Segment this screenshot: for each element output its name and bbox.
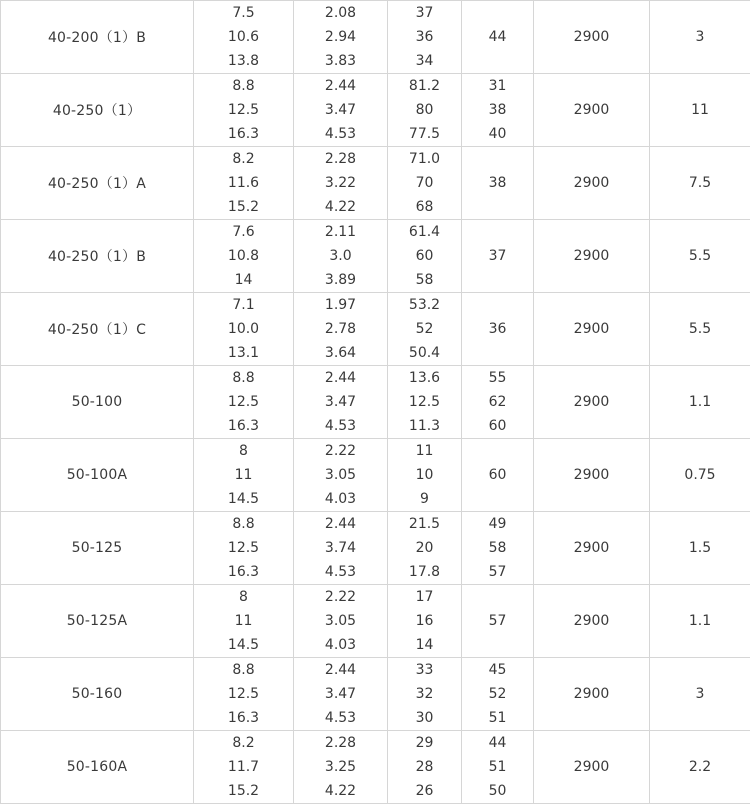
flow_l-value: 3.05 <box>324 613 357 629</box>
head-cell <box>388 1 462 74</box>
eff-cell <box>462 1 534 74</box>
head-value: 11 <box>415 443 434 459</box>
eff-value: 55 <box>488 370 507 386</box>
table-row <box>1 731 750 804</box>
speed-cell: 2900 <box>534 585 650 658</box>
power-cell: 3 <box>650 658 750 731</box>
eff-value <box>462 1 533 25</box>
power-cell: 2.2 <box>650 731 750 804</box>
flow-value: 14 <box>234 272 253 288</box>
head-value: 58 <box>415 272 434 288</box>
flow_l-value: 1.97 <box>324 297 357 313</box>
speed-cell: 2900 <box>534 512 650 585</box>
flow_l-value: 4.53 <box>324 126 357 142</box>
flow_l-value: 2.94 <box>324 29 357 45</box>
speed-cell: 2900 <box>534 658 650 731</box>
head-value: 80 <box>415 102 434 118</box>
flow-value: 11.6 <box>227 175 260 191</box>
flow-value: 10.8 <box>227 248 260 264</box>
flow_l-value: 3.05 <box>324 467 357 483</box>
head-value: 77.5 <box>408 126 441 142</box>
eff-value <box>462 195 533 219</box>
flow-value: 8.8 <box>232 370 255 386</box>
eff-value <box>462 633 533 657</box>
flow-value: 11.7 <box>227 759 260 775</box>
flow-cell <box>194 1 294 74</box>
head-value: 14 <box>415 637 434 653</box>
flow-value: 10.0 <box>227 321 260 337</box>
eff-value: 60 <box>488 467 507 483</box>
head-value: 13.6 <box>408 370 441 386</box>
flow-cell <box>194 731 294 804</box>
power-cell: 7.5 <box>650 147 750 220</box>
eff-cell <box>462 585 534 658</box>
flow-value: 8.8 <box>232 662 255 678</box>
flow_l-value: 3.22 <box>324 175 357 191</box>
head-value: 26 <box>415 783 434 799</box>
flow_l-value: 3.47 <box>324 394 357 410</box>
eff-value: 51 <box>488 710 507 726</box>
flow_l-value: 4.53 <box>324 418 357 434</box>
head-value: 30 <box>415 710 434 726</box>
power-cell: 3 <box>650 1 750 74</box>
flow_l-value: 3.0 <box>329 248 352 264</box>
model-cell: 50-100 <box>1 366 194 439</box>
table-row <box>1 658 750 731</box>
flow_l-value: 2.08 <box>324 5 357 21</box>
head-value: 21.5 <box>408 516 441 532</box>
head-value: 29 <box>415 735 434 751</box>
flow-value: 8.8 <box>232 78 255 94</box>
flow_l-value: 4.53 <box>324 710 357 726</box>
eff-value: 38 <box>488 175 507 191</box>
power-cell: 5.5 <box>650 293 750 366</box>
head-value: 70 <box>415 175 434 191</box>
model-cell: 50-125A <box>1 585 194 658</box>
flow_l-value: 3.47 <box>324 686 357 702</box>
flow_l-cell <box>294 220 388 293</box>
model-cell: 40-200（1）B <box>1 1 194 74</box>
head-value: 50.4 <box>408 345 441 361</box>
flow-value: 16.3 <box>227 418 260 434</box>
flow-value: 12.5 <box>227 686 260 702</box>
flow_l-value: 2.44 <box>324 516 357 532</box>
flow-value: 16.3 <box>227 710 260 726</box>
model-cell: 50-160 <box>1 658 194 731</box>
flow-value: 7.5 <box>232 5 255 21</box>
speed-cell: 2900 <box>534 293 650 366</box>
flow-value: 16.3 <box>227 564 260 580</box>
eff-value: 31 <box>488 78 507 94</box>
head-value: 34 <box>415 53 434 69</box>
eff-value: 37 <box>488 248 507 264</box>
flow-value: 15.2 <box>227 199 260 215</box>
flow-cell <box>194 658 294 731</box>
flow_l-value: 3.47 <box>324 102 357 118</box>
model-cell: 50-160A <box>1 731 194 804</box>
eff-value: 62 <box>488 394 507 410</box>
flow-value: 8 <box>239 443 248 459</box>
power-cell: 11 <box>650 74 750 147</box>
head-value: 37 <box>415 5 434 21</box>
power-cell: 0.75 <box>650 439 750 512</box>
table-body <box>1 1 750 804</box>
flow-value: 13.8 <box>227 53 260 69</box>
flow_l-value: 3.83 <box>324 53 357 69</box>
flow-cell <box>194 293 294 366</box>
model-cell: 50-100A <box>1 439 194 512</box>
flow_l-cell <box>294 585 388 658</box>
head-value: 61.4 <box>408 224 441 240</box>
flow-value: 8.2 <box>232 735 255 751</box>
table-row <box>1 366 750 439</box>
flow-value: 10.6 <box>227 29 260 45</box>
head-cell <box>388 439 462 512</box>
table-row <box>1 512 750 585</box>
table-row <box>1 439 750 512</box>
flow-value: 15.2 <box>227 783 260 799</box>
head-cell <box>388 512 462 585</box>
table-row <box>1 585 750 658</box>
table-row <box>1 1 750 74</box>
head-value: 33 <box>415 662 434 678</box>
speed-cell: 2900 <box>534 731 650 804</box>
eff-cell <box>462 74 534 147</box>
flow-cell <box>194 512 294 585</box>
eff-value: 58 <box>488 540 507 556</box>
head-value: 10 <box>415 467 434 483</box>
flow-cell <box>194 220 294 293</box>
head-cell <box>388 585 462 658</box>
flow_l-value: 2.11 <box>324 224 357 240</box>
flow_l-value: 4.03 <box>324 637 357 653</box>
eff-value <box>462 341 533 365</box>
flow-value: 7.6 <box>232 224 255 240</box>
flow-cell <box>194 147 294 220</box>
speed-cell: 2900 <box>534 439 650 512</box>
speed-cell: 2900 <box>534 1 650 74</box>
power-cell: 5.5 <box>650 220 750 293</box>
eff-value <box>462 147 533 171</box>
flow-value: 14.5 <box>227 491 260 507</box>
eff-value: 44 <box>488 735 507 751</box>
flow-cell <box>194 439 294 512</box>
model-cell: 40-250（1） <box>1 74 194 147</box>
head-cell <box>388 220 462 293</box>
flow_l-value: 2.28 <box>324 735 357 751</box>
flow_l-value: 2.44 <box>324 662 357 678</box>
eff-value <box>462 585 533 609</box>
head-value: 52 <box>415 321 434 337</box>
head-value: 81.2 <box>408 78 441 94</box>
head-value: 12.5 <box>408 394 441 410</box>
eff-value: 45 <box>488 662 507 678</box>
eff-value <box>462 487 533 511</box>
flow_l-cell <box>294 1 388 74</box>
flow-value: 7.1 <box>232 297 255 313</box>
flow-value: 12.5 <box>227 102 260 118</box>
eff-cell <box>462 147 534 220</box>
model-cell: 50-125 <box>1 512 194 585</box>
eff-cell <box>462 293 534 366</box>
flow-value: 8 <box>239 589 248 605</box>
head-cell <box>388 147 462 220</box>
eff-value: 57 <box>488 564 507 580</box>
eff-value: 57 <box>488 613 507 629</box>
eff-cell <box>462 439 534 512</box>
head-value: 71.0 <box>408 151 441 167</box>
table-row <box>1 74 750 147</box>
table-row <box>1 220 750 293</box>
eff-value <box>462 220 533 244</box>
speed-cell: 2900 <box>534 147 650 220</box>
eff-value <box>462 439 533 463</box>
head-value: 28 <box>415 759 434 775</box>
model-cell: 40-250（1）A <box>1 147 194 220</box>
head-value: 68 <box>415 199 434 215</box>
head-value: 53.2 <box>408 297 441 313</box>
head-value: 17 <box>415 589 434 605</box>
flow-value: 16.3 <box>227 126 260 142</box>
flow_l-cell <box>294 439 388 512</box>
eff-value <box>462 49 533 73</box>
speed-cell: 2900 <box>534 220 650 293</box>
eff-value <box>462 268 533 292</box>
speed-cell: 2900 <box>534 74 650 147</box>
flow_l-value: 4.53 <box>324 564 357 580</box>
model-cell: 40-250（1）B <box>1 220 194 293</box>
head-cell <box>388 74 462 147</box>
head-value: 11.3 <box>408 418 441 434</box>
eff-value: 40 <box>488 126 507 142</box>
flow_l-value: 2.78 <box>324 321 357 337</box>
flow-value: 8.2 <box>232 151 255 167</box>
head-value: 16 <box>415 613 434 629</box>
eff-value: 38 <box>488 102 507 118</box>
flow-value: 11 <box>234 613 253 629</box>
flow_l-value: 2.22 <box>324 443 357 459</box>
head-value: 9 <box>420 491 429 507</box>
head-value: 17.8 <box>408 564 441 580</box>
flow_l-value: 2.28 <box>324 151 357 167</box>
eff-value: 44 <box>488 29 507 45</box>
flow-value: 11 <box>234 467 253 483</box>
flow_l-value: 4.03 <box>324 491 357 507</box>
eff-cell <box>462 220 534 293</box>
flow_l-value: 3.89 <box>324 272 357 288</box>
flow_l-cell <box>294 512 388 585</box>
head-cell <box>388 731 462 804</box>
flow_l-value: 2.44 <box>324 78 357 94</box>
head-value: 60 <box>415 248 434 264</box>
head-cell <box>388 366 462 439</box>
flow_l-value: 4.22 <box>324 199 357 215</box>
flow_l-value: 3.25 <box>324 759 357 775</box>
power-cell: 1.1 <box>650 585 750 658</box>
table-row <box>1 293 750 366</box>
flow_l-cell <box>294 366 388 439</box>
eff-value: 36 <box>488 321 507 337</box>
flow_l-cell <box>294 147 388 220</box>
flow_l-cell <box>294 293 388 366</box>
eff-cell <box>462 512 534 585</box>
flow-cell <box>194 74 294 147</box>
flow-cell <box>194 585 294 658</box>
flow_l-value: 4.22 <box>324 783 357 799</box>
flow_l-value: 3.74 <box>324 540 357 556</box>
flow-value: 12.5 <box>227 394 260 410</box>
power-cell: 1.1 <box>650 366 750 439</box>
flow_l-cell <box>294 74 388 147</box>
eff-value: 51 <box>488 759 507 775</box>
eff-cell <box>462 731 534 804</box>
flow_l-value: 3.64 <box>324 345 357 361</box>
flow-value: 13.1 <box>227 345 260 361</box>
flow-cell <box>194 366 294 439</box>
model-cell: 40-250（1）C <box>1 293 194 366</box>
eff-value: 60 <box>488 418 507 434</box>
eff-cell <box>462 658 534 731</box>
head-value: 32 <box>415 686 434 702</box>
flow_l-value: 2.44 <box>324 370 357 386</box>
head-value: 36 <box>415 29 434 45</box>
head-cell <box>388 293 462 366</box>
table-row <box>1 147 750 220</box>
head-value: 20 <box>415 540 434 556</box>
speed-cell: 2900 <box>534 366 650 439</box>
flow_l-value: 2.22 <box>324 589 357 605</box>
flow_l-cell <box>294 658 388 731</box>
head-cell <box>388 658 462 731</box>
eff-value: 52 <box>488 686 507 702</box>
power-cell: 1.5 <box>650 512 750 585</box>
flow-value: 14.5 <box>227 637 260 653</box>
eff-cell <box>462 366 534 439</box>
eff-value: 50 <box>488 783 507 799</box>
eff-value: 49 <box>488 516 507 532</box>
flow-value: 12.5 <box>227 540 260 556</box>
flow_l-cell <box>294 731 388 804</box>
eff-value <box>462 293 533 317</box>
flow-value: 8.8 <box>232 516 255 532</box>
